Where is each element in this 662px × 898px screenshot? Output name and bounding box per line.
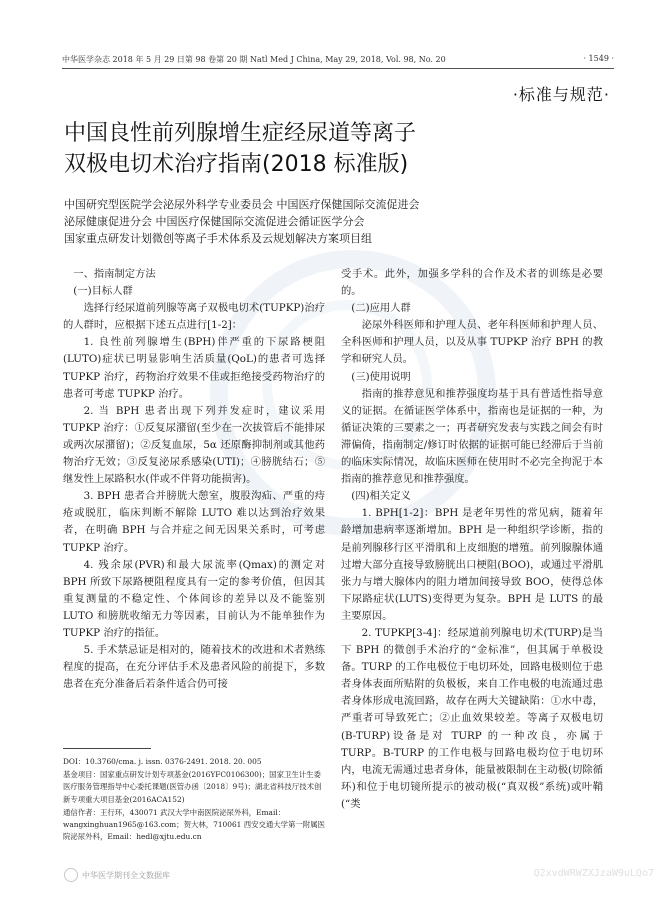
title-line-2: 双极电切术治疗指南(2018 标准版) (64, 152, 409, 177)
footnote: 通信作者：王行环，430071 武汉大学中南医院泌尿外科，Email：wangxinghuan1965@163.com；贺大林，710061 西安交通大学第一附属医院泌尿外科，Email：hedl@xjtu.edu.cn (63, 807, 325, 842)
body-paragraph: 2. TUPKP[3-4]：经尿道前列腺电切术(TURP)是当下 BPH 的微创手术治疗的“金标准”，但其属于单极设备。TURP 的工作电极位于电切环处，回路电极则位于患者身体表面所贴附的负极板，来自工作电极的电流通过患者身体形成电流回路，故存在两大关键缺陷：①水中毒，严重者可导致死亡；②止血效果较差。等离子双极电切(B-TURP)设备是对 TURP 的一种改良，亦属于 TURP。B-TURP 的工作电极与回路电极均位于电切环内，电流无需通过患者身体，能量被限制在主动极(切除循环)和位于电切镜所提示的被动极(“真双极”系统)或叶鞘(“类 (341, 626, 603, 810)
body-paragraph: 指南的推荐意见和推荐强度均基于具有普适性指导意义的证据。在循证医学体系中，指南也是证据的一种，为循证决策的三要素之一；再者研究发表与实践之间会有时滞偏倚，指南制定/修订时依据的证据可能已经滞后于当前的临床实际情况，故临床医师在使用时不必完全拘泥于本指南的推荐意见和推荐强度。 (341, 387, 603, 486)
body-paragraph: 1. 良性前列腺增生(BPH)伴严重的下尿路梗阻(LUTO)症状已明显影响生活质量(QoL)的患者可选择 TUPKP 治疗，药物治疗效果不佳或拒绝接受药物治疗的患者可考虑 TUPKP 治疗。 (63, 336, 325, 400)
running-header (62, 54, 614, 65)
page-number: · 1549 · (583, 54, 614, 63)
body-paragraph: 4. 残余尿(PVR)和最大尿流率(Qmax)的测定对 BPH 所致下尿路梗阻程度具有一定的参考价值，但因其重复测量的不稳定性、个体间诊的差异以及不能鉴别 LUTO 和膀胱收缩无力等因素，目前认为不能单独作为 TUPKP 治疗的指征。 (63, 558, 325, 639)
section-heading: 一、指南制定方法 (73, 268, 156, 280)
section-heading: (二)应用人群 (351, 302, 411, 315)
body-paragraph: 1. BPH[1-2]：BPH 是老年男性的常见病，随着年龄增加患病率逐渐增加。BPH 是一种组织学诊断，指的是前列腺移行区平滑肌和上皮细胞的增殖。前列腺腺体通过增大部分直接导致膀胱出口梗阻(BOO)，或通过平滑肌张力与增大腺体内的阻力增加间接导致 BOO，使得总体下尿路症状(LUTS)变得更为复杂。BPH 是 LUTS 的最主要原因。 (341, 507, 603, 622)
article-title (64, 118, 484, 180)
author-affiliations (64, 196, 584, 247)
section-heading: (一)目标人群 (73, 285, 133, 298)
body-paragraph: 5. 手术禁忌证是相对的，随着技术的改进和术者熟练程度的提高，在充分评估手术及患者风险的前提下，多数患者在充分准备后若条件适合仍可接 (63, 644, 325, 691)
body-paragraph: 泌尿外科医师和护理人员、老年科医师和护理人员、全科医师和护理人员，以及从事 TUPKP 治疗 BPH 的教学和研究人员。 (341, 319, 603, 366)
body-column-right (341, 266, 603, 813)
authors-line-3: 国家重点研发计划微创等离子手术体系及云规划解决方案项目组 (64, 232, 372, 245)
watermark-code: Q2xvdWRWZXJzaW9uLQo7 (533, 868, 654, 879)
section-heading: (三)使用说明 (351, 370, 411, 383)
journal-citation: 中华医学杂志 2018 年 5 月 29 日第 98 卷第 20 期 Natl Med J China, May 29, 2018, Vol. 98, No. 20 (62, 55, 446, 64)
footnotes (63, 756, 325, 844)
section-heading: (四)相关定义 (351, 490, 411, 503)
body-paragraph: 受手术。此外，加强多学科的合作及术者的训练是必要的。 (341, 268, 603, 298)
publisher-mark (64, 868, 184, 882)
body-paragraph: 3. BPH 患者合并膀胱大憩室，腹股沟疝、严重的痔疮或脱肛，临床判断不解除 LUTO 难以达到治疗效果者，在明确 BPH 与合并症之间无因果关系时，可考虑 TUPKP 治疗。 (63, 490, 325, 554)
authors-line-2: 泌尿健康促进分会 中国医疗保健国际交流促进会循证医学分会 (64, 215, 365, 228)
footnote: DOI：10.3760/cma. j. issn. 0376-2491. 2018. 20. 005 (63, 757, 262, 766)
publisher-mark-text: 中华医学期刊全文数据库 (82, 870, 170, 880)
footnote: 基金项目：国家重点研发计划专项基金(2016YFC0106300)；国家卫生计生委医疗服务管理指导中心委托课题(医管办函〔2018〕9号)；湖北省科技厅技术创新专项重大项目基金(2016ACA152) (63, 770, 322, 804)
publisher-seal-icon (64, 868, 78, 882)
title-line-1: 中国良性前列腺增生症经尿道等离子 (64, 121, 417, 146)
footnote-rule (63, 748, 151, 749)
section-label: ·标准与规范· (512, 85, 610, 104)
header-rule (62, 68, 614, 69)
body-paragraph: 2. 当 BPH 患者出现下列并发症时，建议采用 TUPKP 治疗：①反复尿潴留(至少在一次拔管后不能排尿或两次尿潴留)；②反复血尿，5α 还原酶抑制剂或其他药物治疗无效；③反复泌尿系感染(UTI)；④膀胱结石；⑤继发性上尿路积水(伴或不伴肾功能损害)。 (63, 404, 325, 486)
body-paragraph: 选择行经尿道前列腺等离子双极电切术(TUPKP)治疗的人群时，应根据下述五点进行[1-2]： (63, 302, 325, 332)
body-column-left (63, 266, 325, 693)
authors-line-1: 中国研究型医院学会泌尿外科学专业委员会 中国医疗保健国际交流促进会 (64, 198, 420, 211)
